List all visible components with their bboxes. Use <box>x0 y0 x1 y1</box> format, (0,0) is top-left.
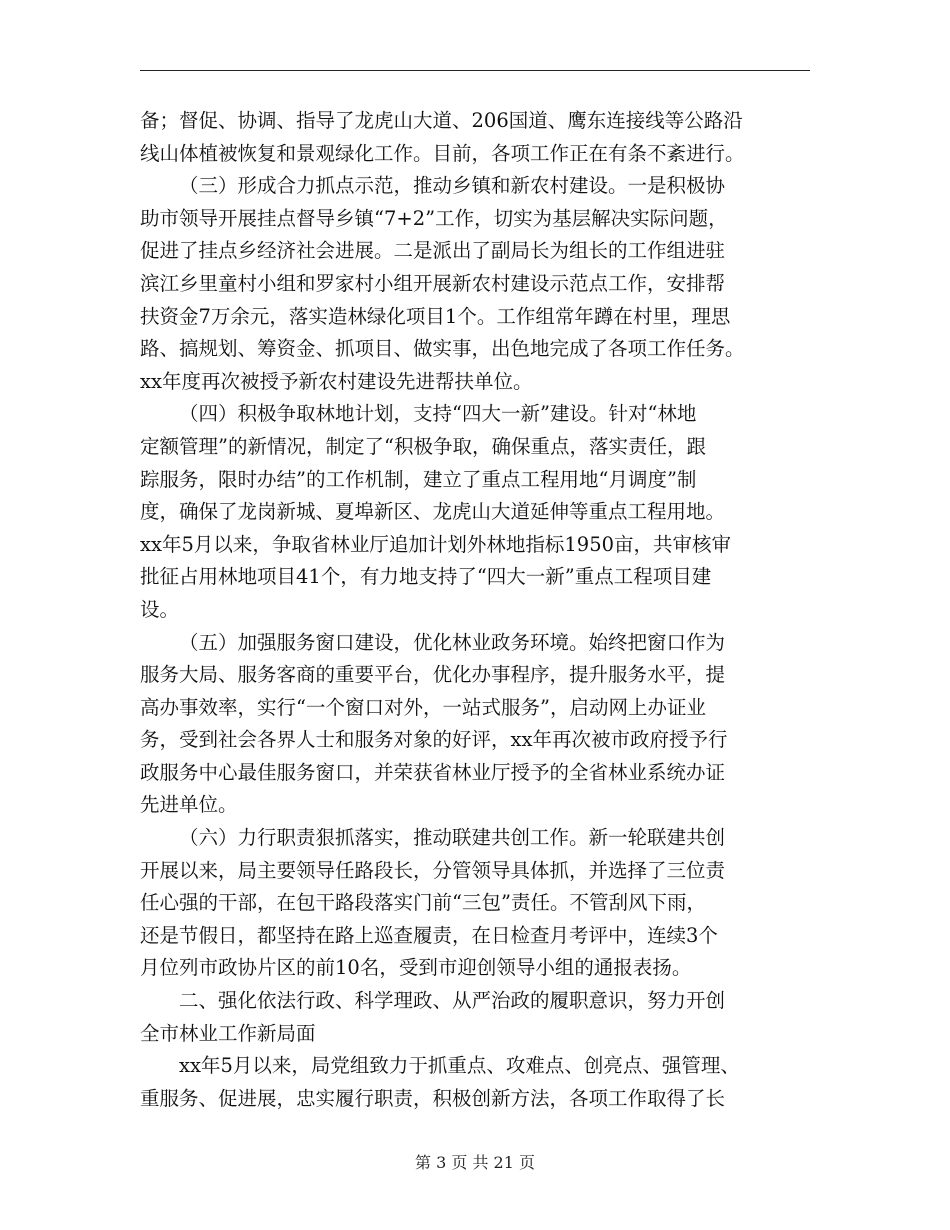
text-line: 还是节假日，都坚持在路上巡查履责，在日检查月考评中，连续3个 <box>140 923 718 947</box>
page-number-footer: 第 3 页 共 21 页 <box>415 1153 535 1172</box>
text-line: 定额管理”的新情况，制定了“积极争取，确保重点，落实责任，跟 <box>140 434 706 458</box>
paragraph-heading-line: （四）积极争取林地计划，支持“四大一新”建设。针对“林地 <box>179 402 697 426</box>
text-line: 线山体植被恢复和景观绿化工作。目前，各项工作正在有条不紊进行。 <box>140 141 745 165</box>
text-line: 路、搞规划、筹资金、抓项目、做实事，出色地完成了各项工作任务。 <box>140 337 745 361</box>
text-line: 重服务、促进展，忠实履行职责，积极创新方法，各项工作取得了长 <box>140 1086 726 1110</box>
text-line: xx年5月以来，争取省林业厅追加计划外林地指标1950亩，共审核审 <box>140 532 732 556</box>
text-line: 备；督促、协调、指导了龙虎山大道、206国道、鹰东连接线等公路沿 <box>140 109 743 132</box>
text-line: 务，受到社会各界人士和服务对象的好评，xx年再次被市政府授予行 <box>140 728 728 752</box>
text-line: 度，确保了龙岗新城、夏埠新区、龙虎山大道延伸等重点工程用地。 <box>140 500 726 524</box>
text-line: 助市领导开展挂点督导乡镇“7+2”工作，切实为基层解决实际问题， <box>140 206 728 230</box>
paragraph-heading-line: （三）形成合力抓点示范，推动乡镇和新农村建设。一是积极协 <box>179 174 726 198</box>
text-line: 踪服务，限时办结”的工作机制，建立了重点工程用地“月调度”制 <box>140 467 697 491</box>
text-line: 设。 <box>140 597 180 621</box>
text-line: xx年度再次被授予新农村建设先进帮扶单位。 <box>140 369 533 393</box>
paragraph-heading-line: （六）力行职责狠抓落实，推动联建共创工作。新一轮联建共创 <box>179 826 726 850</box>
section-heading-line: 二、强化依法行政、科学理政、从严治政的履职意识，努力开创 <box>179 989 726 1013</box>
text-line: 批征占用林地项目41个，有力地支持了“四大一新”重点工程项目建 <box>140 565 712 589</box>
text-line: 任心强的干部，在包干路段落实门前“三包”责任。不管刮风下雨， <box>140 891 706 915</box>
text-line: 扶资金7万余元，落实造林绿化项目1个。工作组常年蹲在村里，理思 <box>140 304 731 328</box>
text-line: 先进单位。 <box>140 793 238 817</box>
text-line: 开展以来，局主要领导任路段长，分管领导具体抓，并选择了三位责 <box>140 858 726 882</box>
text-line: 政服务中心最佳服务窗口，并荣获省林业厅授予的全省林业系统办证 <box>140 760 726 784</box>
section-heading-line: 全市林业工作新局面 <box>140 1021 316 1045</box>
text-line: 促进了挂点乡经济社会进展。二是派出了副局长为组长的工作组进驻 <box>140 239 726 263</box>
document-body <box>140 105 810 1115</box>
text-line: xx年5月以来，局党组致力于抓重点、攻难点、创亮点、强管理、 <box>179 1054 740 1078</box>
paragraph-heading-line: （五）加强服务窗口建设，优化林业政务环境。始终把窗口作为 <box>179 630 726 654</box>
text-line: 滨江乡里童村小组和罗家村小组开展新农村建设示范点工作，安排帮 <box>140 271 726 295</box>
text-line: 服务大局、服务客商的重要平台，优化办事程序，提升服务水平，提 <box>140 663 726 687</box>
header-rule <box>140 70 810 71</box>
text-line: 月位列市政协片区的前10名，受到市迎创领导小组的通报表扬。 <box>140 956 692 980</box>
text-line: 高办事效率，实行“一个窗口对外，一站式服务”，启动网上办证业 <box>140 695 706 719</box>
